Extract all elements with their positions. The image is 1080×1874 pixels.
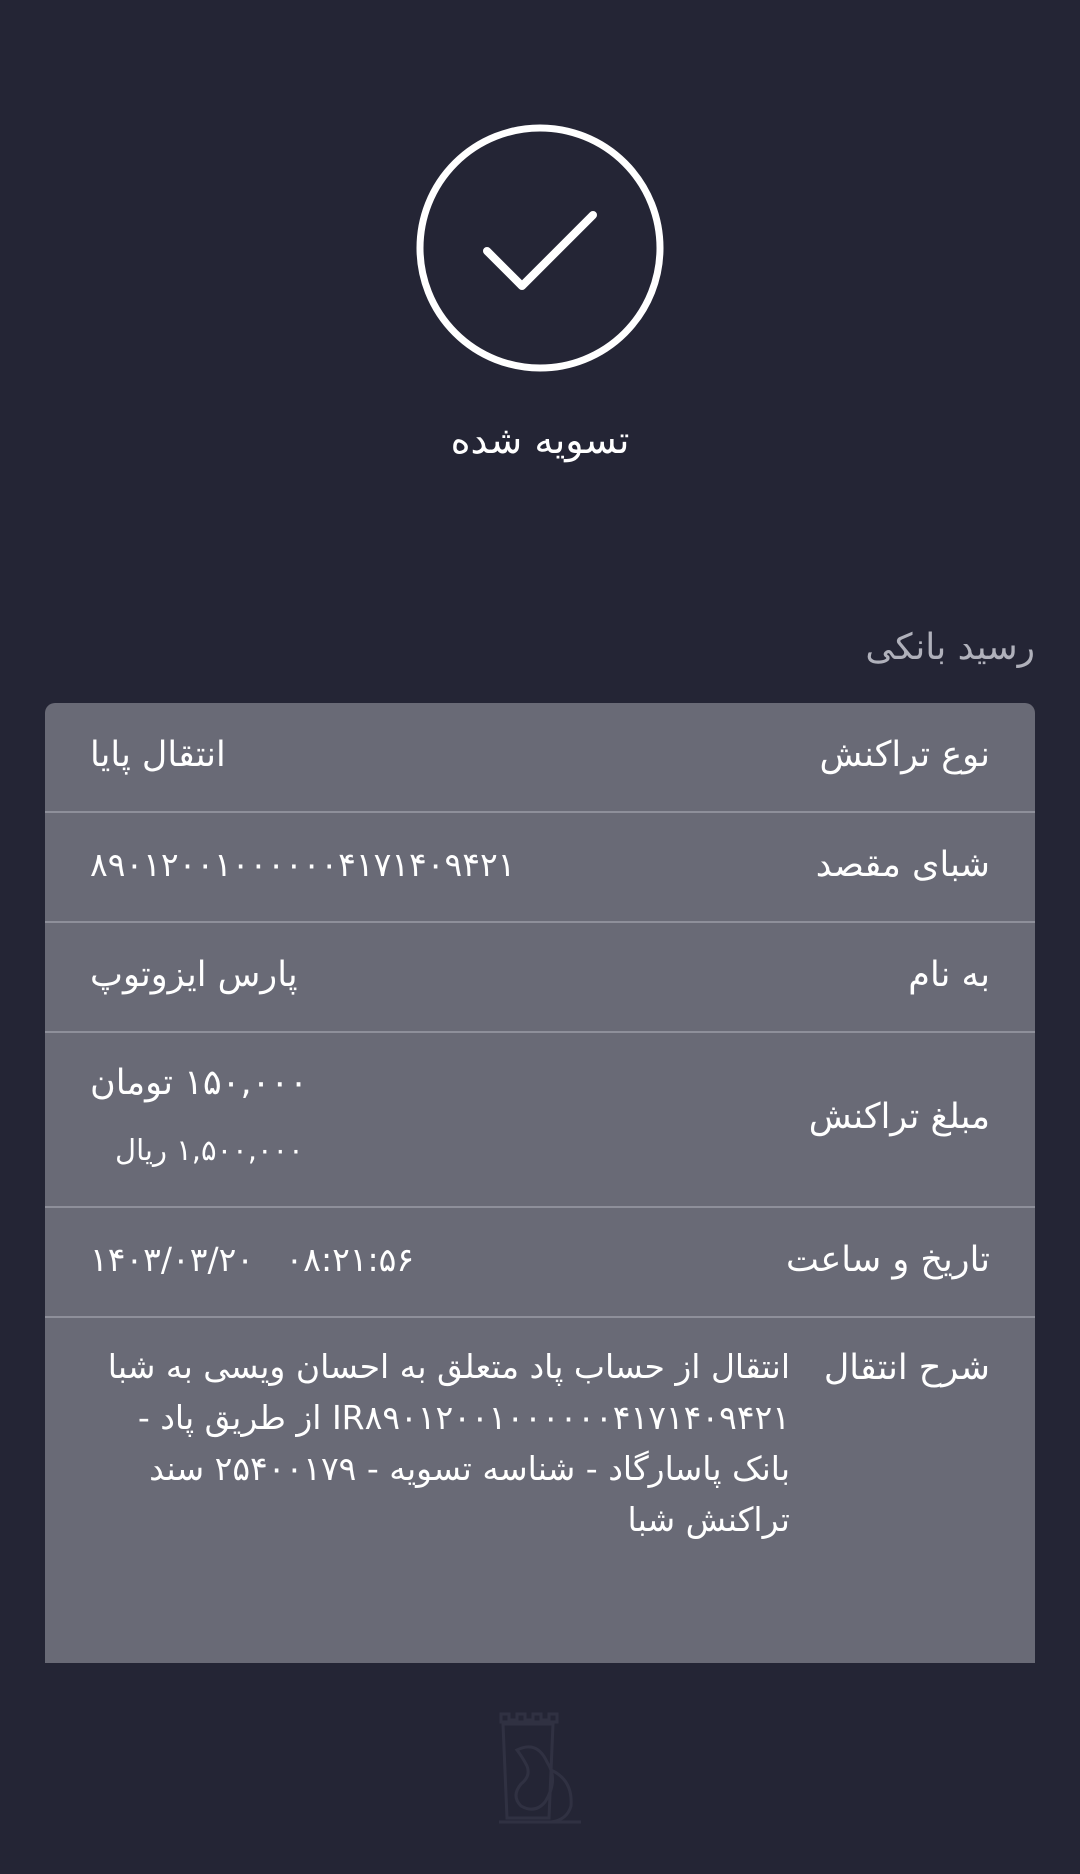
row-recipient-name <box>45 923 1035 1033</box>
destination-iban-label: شبای مقصد <box>815 845 990 885</box>
bank-logo-watermark <box>487 1710 593 1830</box>
transaction-type-value: انتقال پایا <box>90 735 226 775</box>
row-description <box>45 1318 1035 1638</box>
row-amount <box>45 1033 1035 1208</box>
datetime-value: ۱۴۰۳/۰۳/۲۰ ۰۸:۲۱:۵۶ <box>90 1240 415 1279</box>
description-label: شرح انتقال <box>823 1348 990 1388</box>
description-value: انتقال از حساب پاد متعلق به احسان ویسی به شبا IR۸۹۰۱۲۰۰۱۰۰۰۰۰۰۴۱۷۱۴۰۹۴۲۱ از طریق پاد - بانک پاسارگاد - شناسه تسویه - ۲۵۴۰۰۱۷۹ سند تراکنش شبا <box>107 1347 790 1539</box>
success-check-icon <box>415 123 665 373</box>
row-transaction-type <box>45 703 1035 813</box>
datetime-label: تاریخ و ساعت <box>785 1240 990 1280</box>
amount-label: مبلغ تراکنش <box>808 1097 990 1137</box>
receipt-torn-edge <box>45 1640 1035 1670</box>
recipient-name-value: پارس ایزوتوپ <box>90 955 298 995</box>
row-datetime <box>45 1208 1035 1318</box>
section-title: رسید بانکی <box>865 627 1035 668</box>
recipient-name-label: به نام <box>908 955 990 995</box>
status-title: تسویه شده <box>450 418 630 462</box>
destination-iban-value: ۸۹۰۱۲۰۰۱۰۰۰۰۰۰۴۱۷۱۴۰۹۴۲۱ <box>90 845 516 884</box>
amount-rial-value: ۱,۵۰۰,۰۰۰ ریال <box>115 1133 304 1167</box>
transaction-type-label: نوع تراکنش <box>819 735 990 775</box>
receipt-card <box>45 703 1035 1663</box>
row-destination-iban <box>45 813 1035 923</box>
amount-toman-value: ۱۵۰,۰۰۰ تومان <box>90 1063 308 1103</box>
